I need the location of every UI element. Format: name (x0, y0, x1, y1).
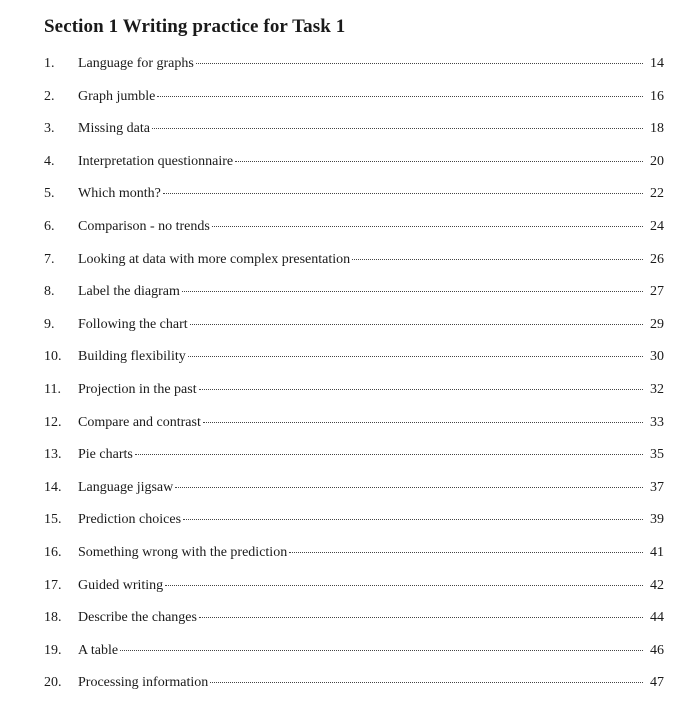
toc-entry (44, 186, 664, 219)
toc-entry-title: Interpretation questionnaire (78, 153, 234, 169)
dot-leader (175, 487, 643, 488)
dot-leader (163, 193, 643, 194)
toc-entry-title: Projection in the past (78, 381, 197, 397)
toc-entry (44, 89, 664, 122)
toc-entry-number: 4. (44, 153, 55, 169)
toc-entry-number: 1. (44, 56, 55, 71)
toc-entry-title: Building flexibility (78, 349, 186, 365)
dot-leader (188, 356, 643, 357)
dot-leader (235, 161, 643, 162)
dot-leader (182, 291, 643, 292)
toc-entry (44, 447, 664, 480)
toc-entry-page: 32 (650, 381, 664, 397)
toc-entry-page: 47 (650, 675, 664, 691)
toc-entry-page: 35 (650, 447, 664, 463)
toc-entry (44, 480, 664, 513)
toc-entry-title: Missing data (78, 121, 150, 137)
toc-entry-page: 44 (650, 610, 664, 626)
toc-entry-number: 9. (44, 316, 55, 332)
toc-entry-number: 8. (44, 284, 55, 300)
toc-entry-number: 19. (44, 642, 62, 658)
toc-entry-number: 10. (44, 349, 62, 365)
toc-entry-number: 5. (44, 186, 55, 202)
toc-entry-page: 30 (650, 349, 664, 365)
toc-entry (44, 121, 664, 154)
dot-leader (352, 259, 643, 260)
toc-entry-number: 20. (44, 675, 62, 691)
toc-entry-page: 27 (650, 284, 664, 300)
toc-entry-number: 15. (44, 512, 62, 528)
toc-entry-title: Guided writing (78, 577, 164, 593)
toc-entry (44, 317, 664, 350)
toc-entry-number: 11. (44, 381, 61, 397)
toc-entry-page: 14 (650, 56, 664, 71)
dot-leader (135, 454, 643, 455)
dot-leader (190, 324, 643, 325)
dot-leader (289, 552, 643, 553)
dot-leader (120, 650, 643, 651)
toc-entry (44, 382, 664, 415)
toc-entry-page: 39 (650, 512, 664, 528)
toc-entry-title: Looking at data with more complex presentation (78, 251, 351, 267)
toc-entry-number: 6. (44, 218, 55, 234)
toc-entry-title: Compare and contrast (78, 414, 201, 430)
toc-entry (44, 252, 664, 285)
toc-entry-page: 22 (650, 186, 664, 202)
dot-leader (210, 682, 643, 683)
dot-leader (152, 128, 643, 129)
toc-entry (44, 154, 664, 187)
toc-entry (44, 219, 664, 252)
dot-leader (199, 617, 643, 618)
dot-leader (203, 422, 643, 423)
toc-entry (44, 578, 664, 611)
toc-entry-number: 16. (44, 544, 62, 560)
toc-entry-number: 13. (44, 447, 62, 463)
toc-entry-page: 16 (650, 88, 664, 104)
toc-entry-title: Which month? (78, 186, 161, 202)
section-title: Section 1 Writing practice for Task 1 (44, 16, 346, 37)
toc-entry-page: 29 (650, 316, 664, 332)
toc-entry (44, 545, 664, 578)
toc-entry (44, 284, 664, 317)
toc-entry-page: 20 (650, 153, 664, 169)
toc-entry-page: 18 (650, 121, 664, 137)
dot-leader (212, 226, 643, 227)
toc-entry-number: 7. (44, 251, 55, 267)
toc-entry-title: Graph jumble (78, 88, 156, 104)
toc-entry (44, 512, 664, 545)
toc-entry (44, 610, 664, 643)
toc-entry-title: Prediction choices (78, 512, 182, 528)
toc-entry-page: 42 (650, 577, 664, 593)
toc-entry-number: 14. (44, 479, 62, 495)
toc-entry-number: 3. (44, 121, 55, 137)
toc-entry (44, 675, 664, 708)
dot-leader (157, 96, 643, 97)
toc-entry (44, 349, 664, 382)
toc-entry-title: Comparison - no trends (78, 218, 210, 234)
toc-entry-title: Processing information (78, 675, 209, 691)
toc-entry-title: Describe the changes (78, 610, 197, 626)
toc-entry-number: 2. (44, 88, 55, 104)
toc-entry-number: 17. (44, 577, 62, 593)
toc-entry-page: 37 (650, 479, 664, 495)
table-of-contents (44, 56, 664, 708)
toc-entry-number: 12. (44, 414, 62, 430)
toc-entry-page: 41 (650, 544, 664, 560)
toc-entry (44, 56, 664, 89)
dot-leader (196, 63, 643, 64)
toc-entry-title: Label the diagram (78, 284, 180, 300)
toc-entry-title: Language jigsaw (78, 479, 174, 495)
dot-leader (165, 585, 643, 586)
toc-entry-page: 33 (650, 414, 664, 430)
toc-entry-page: 24 (650, 218, 664, 234)
toc-entry-page: 46 (650, 642, 664, 658)
dot-leader (183, 519, 643, 520)
toc-entry-title: Language for graphs (78, 56, 194, 71)
toc-entry (44, 643, 664, 676)
toc-entry-title: A table (78, 642, 119, 658)
dot-leader (199, 389, 643, 390)
toc-entry-number: 18. (44, 610, 62, 626)
toc-entry-title: Following the chart (78, 316, 188, 332)
toc-entry-title: Pie charts (78, 447, 133, 463)
toc-entry-title: Something wrong with the prediction (78, 544, 288, 560)
toc-entry-page: 26 (650, 251, 664, 267)
toc-entry (44, 415, 664, 448)
